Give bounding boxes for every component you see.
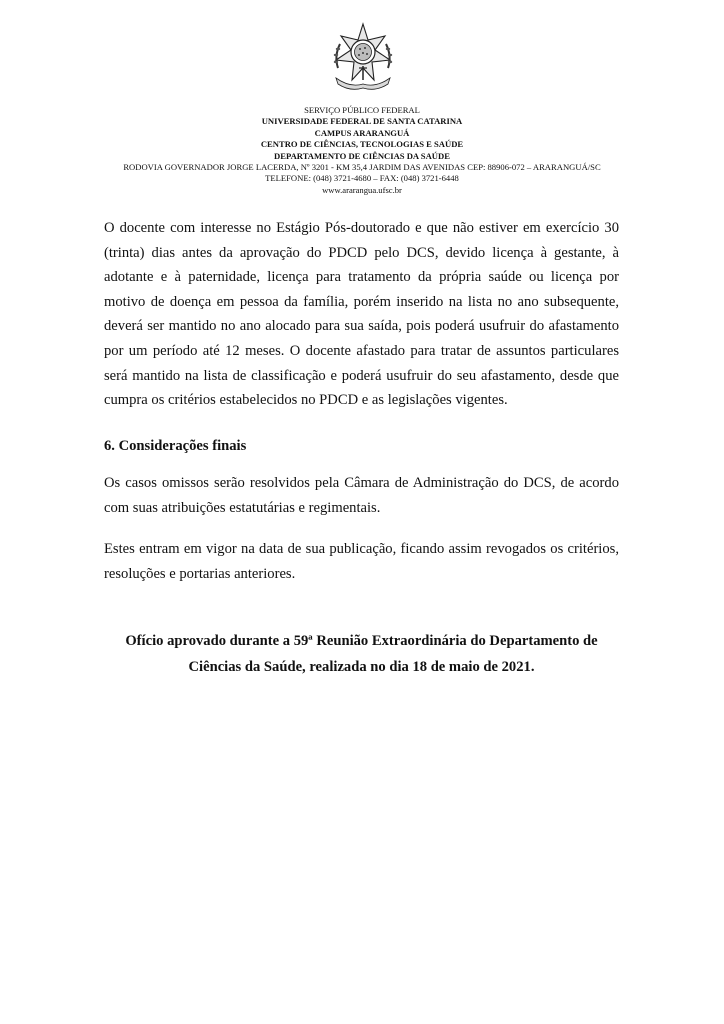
letterhead-department: DEPARTAMENTO DE CIÊNCIAS DA SAÚDE: [274, 150, 450, 161]
letterhead-phone: TELEFONE: (048) 3721-4680 – FAX: (048) 3721-6448: [265, 173, 459, 184]
approval-line-1: Ofício aprovado durante a 59ª Reunião Extraordinária do Departamento de: [125, 633, 598, 649]
letterhead-center: CENTRO DE CIÊNCIAS, TECNOLOGIAS E SAÚDE: [260, 139, 464, 150]
letterhead-service: SERVIÇO PÚBLICO FEDERAL: [304, 105, 420, 115]
paragraph-omitted-cases: Os casos omissos serão resolvidos pela Câmara de Administração do DCS, de acordo com suas atribuições estatutárias e regimentais.: [104, 475, 619, 516]
approval-line-2: Ciências da Saúde, realizada no dia 18 de maio de 2021.: [188, 659, 535, 675]
letterhead-website: www.ararangua.ufsc.br: [322, 184, 402, 195]
letterhead-address: RODOVIA GOVERNADOR JORGE LACERDA, Nº 3201 - KM 35,4 JARDIM DAS AVENIDAS CEP: 88906-072 – ARARANGUÁ/SC: [123, 162, 601, 173]
coat-of-arms-icon: [330, 22, 396, 92]
letterhead-university: UNIVERSIDADE FEDERAL DE SANTA CATARINA: [261, 116, 463, 127]
letterhead: [80, 105, 644, 196]
paragraph-effective-date: Estes entram em vigor na data de sua publicação, ficando assim revogados os critérios, resoluções e portarias anteriores.: [104, 541, 619, 582]
section-heading: 6. Considerações finais: [104, 438, 247, 454]
approval-statement: [104, 628, 619, 680]
letterhead-campus: CAMPUS ARARANGUÁ: [314, 127, 410, 138]
paragraph-postdoc: O docente com interesse no Estágio Pós-doutorado e que não estiver em exercício 30 (trinta) dias antes da aprovação do PDCD pelo DCS, devido licença à gestante, à adotante e à paternidade, licença para tratamento da própria saúde ou licença por motivo de doença em pessoa da família, porém inserido na lista no ano subsequente, deverá ser mantido no ano alocado para sua saída, pois poderá usufruir do afastamento por um período até 12 meses. O docente afastado para tratar de assuntos particulares será mantido na lista de classificação e poderá usufruir do seu afastamento, desde que cumpra os critérios estabelecidos no PDCD e as legislações vigentes.: [104, 220, 619, 409]
